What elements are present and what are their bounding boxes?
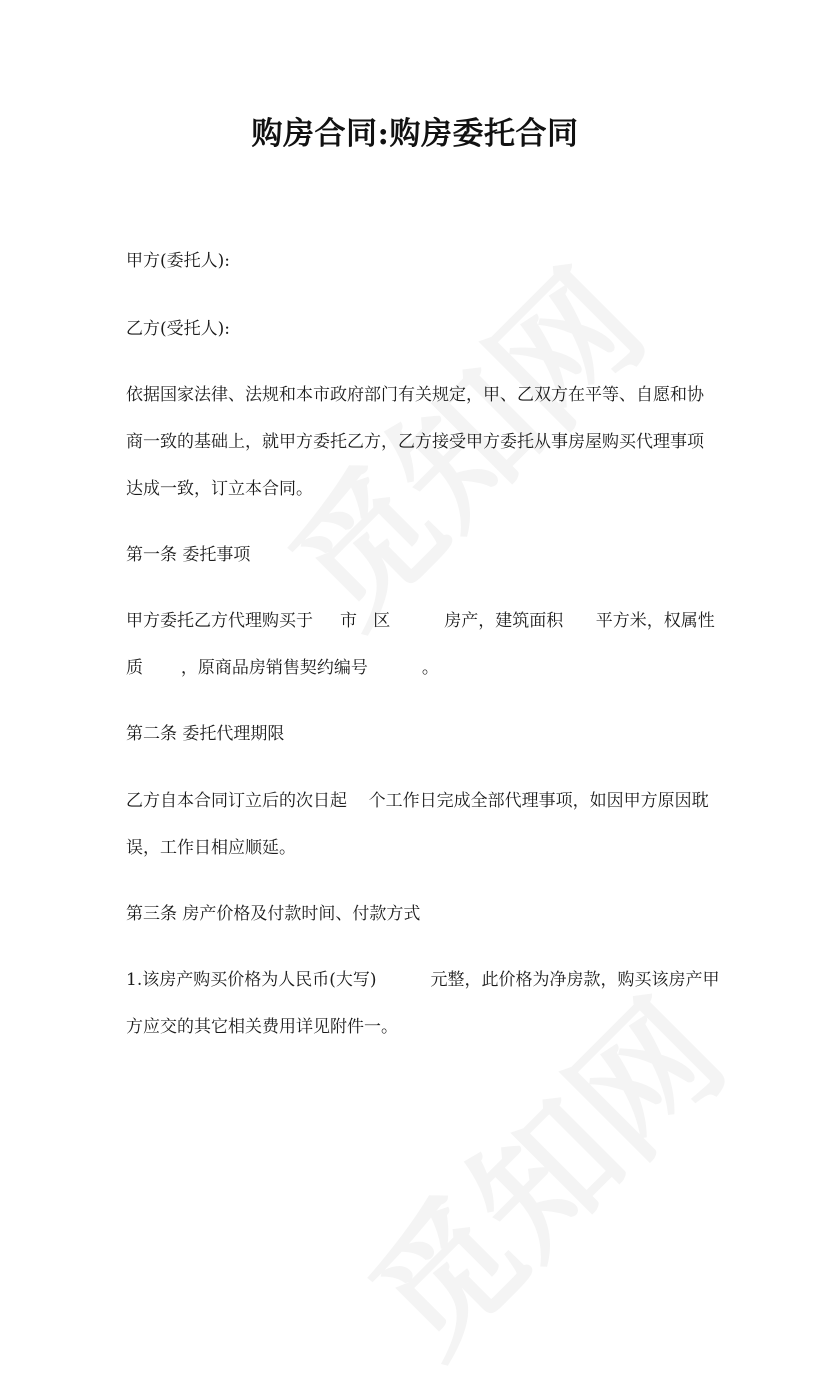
article-2-line-1: 乙方自本合同订立后的次日起 个工作日完成全部代理事项，如因甲方原因耽 — [126, 791, 709, 811]
document-title: 购房合同:购房委托合同 — [251, 116, 579, 152]
article-1-line-1: 甲方委托乙方代理购买于 市 区 房产，建筑面积 平方米，权属性 — [126, 611, 715, 631]
article-3-line-1: 1.该房产购买价格为人民币(大写) 元整，此价格为净房款，购买该房产甲 — [126, 970, 720, 990]
preamble-line-3: 达成一致，订立本合同。 — [126, 479, 313, 499]
article-2-heading: 第二条 委托代理期限 — [126, 724, 285, 744]
article-3-line-2: 方应交的其它相关费用详见附件一。 — [126, 1017, 398, 1037]
preamble-line-1: 依据国家法律、法规和本市政府部门有关规定，甲、乙双方在平等、自愿和协 — [126, 385, 704, 405]
party-b-line: 乙方(受托人): — [126, 319, 230, 339]
article-3-heading: 第三条 房产价格及付款时间、付款方式 — [126, 904, 421, 924]
preamble-line-2: 商一致的基础上，就甲方委托乙方，乙方接受甲方委托从事房屋购买代理事项 — [126, 432, 704, 452]
article-1-heading: 第一条 委托事项 — [126, 545, 251, 565]
article-1-line-2: 质 ，原商品房销售契约编号 。 — [126, 658, 439, 678]
article-2-line-2: 误，工作日相应顺延。 — [126, 838, 296, 858]
party-a-line: 甲方(委托人): — [126, 251, 230, 271]
